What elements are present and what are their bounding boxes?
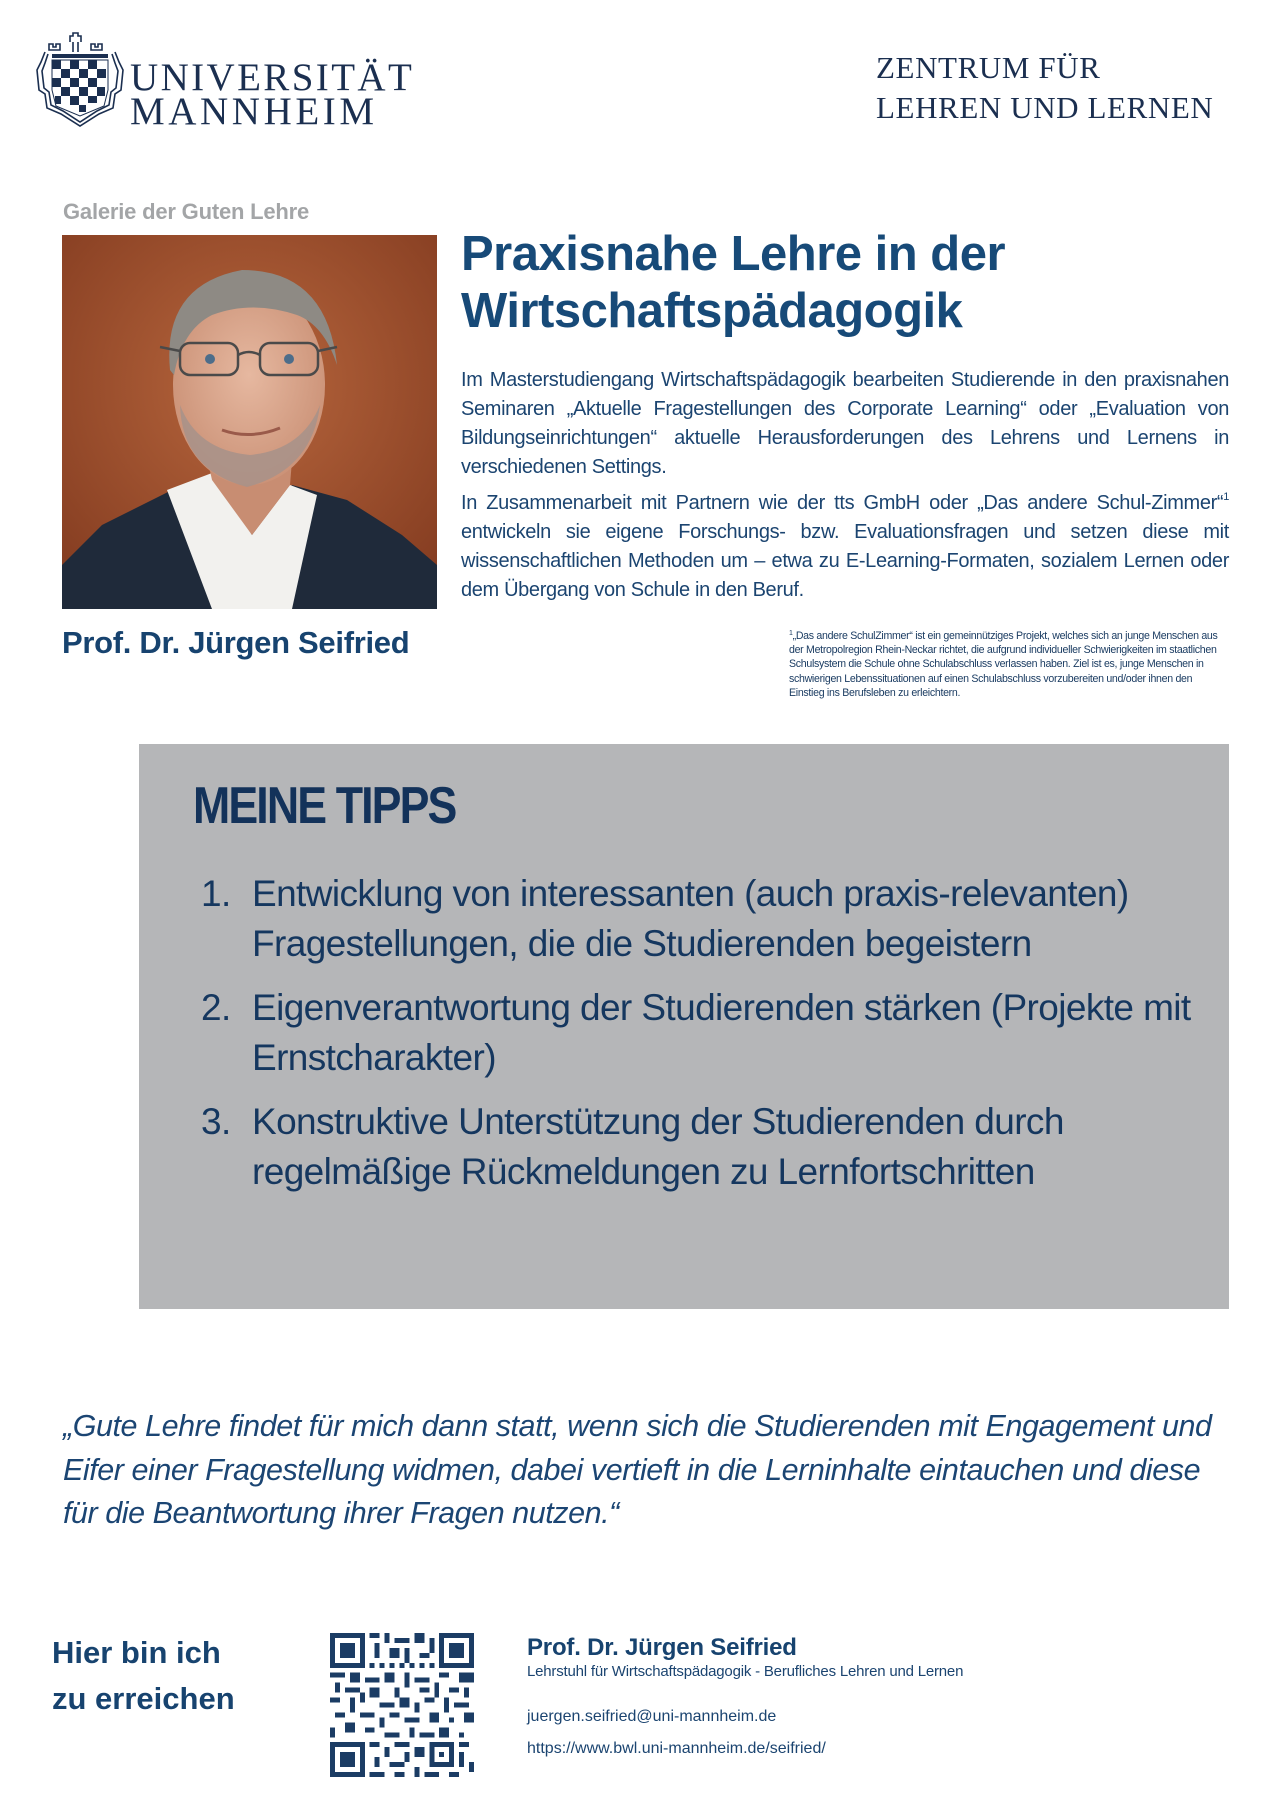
teaching-quote: „Gute Lehre findet für mich dann statt, wenn sich die Studierenden mit Engagement und Eifer einer Fragestellung widmen, dabei vertieft in die Lerninhalte eintauchen und diese für die Beantwortung ihrer Fragen nutzen.“ [63, 1409, 1212, 1530]
tip-item [201, 1097, 1201, 1197]
portrait-photo [62, 235, 437, 609]
gallery-label: Galerie der Guten Lehre [63, 199, 310, 224]
center-name [876, 48, 1213, 128]
tip-number: 1. [201, 873, 231, 914]
tip-number: 2. [201, 987, 231, 1028]
logo-text-line2: MANNHEIM [130, 90, 378, 133]
footnote [789, 629, 1229, 700]
contact-heading [52, 1630, 235, 1722]
article-title: Praxisnahe Lehre in der Wirtschaftspädagogik [461, 227, 1006, 338]
footnote-text: „Das andere SchulZimmer“ ist ein gemeinnütziges Projekt, welches sich an junge Menschen aus der Metropolregion Rhein-Neckar richtet, die aufgrund individueller Schwierigkeiten im staatlichen Schulsystem die Schule ohne Schulabschluss verlassen haben. Ziel ist es, junge Menschen in schwierigen Lebenssituationen auf einen Schulabschluss vorzubereiten und/oder ihnen den Einstieg ins Berufsleben zu erleichtern. [789, 630, 1218, 699]
footnote-reference[interactable]: 1 [1223, 491, 1229, 503]
contact-heading-line1: Hier bin ich [52, 1635, 221, 1670]
contact-website-link[interactable]: https://www.bwl.uni-mannheim.de/seifried/ [527, 1740, 826, 1757]
tips-heading: MEINE TIPPS [193, 777, 456, 835]
tips-box [139, 744, 1229, 1309]
center-name-line1: ZENTRUM FÜR [876, 50, 1101, 85]
tips-list [201, 869, 1201, 1211]
person-name: Prof. Dr. Jürgen Seifried [62, 625, 410, 660]
paragraph-2-rest: entwickeln sie eigene Forschungs- bzw. Evaluationsfragen und setzen diese mit wissenschaftlichen Methoden um – etwa zu E-Learning-Formaten, sozialem Lernen oder dem Übergang von Schule in den Beruf. [461, 521, 1229, 601]
contact-chair: Lehrstuhl für Wirtschaftspädagogik - Berufliches Lehren und Lernen [527, 1663, 964, 1680]
contact-details [527, 1634, 963, 1759]
qr-code-icon[interactable] [330, 1633, 474, 1777]
tip-item [201, 869, 1201, 969]
university-crest-icon [33, 30, 128, 128]
tip-text: Konstruktive Unterstützung der Studierenden durch regelmäßige Rückmeldungen zu Lernfortschritten [252, 1101, 1064, 1192]
logo-text-line1: UNIVERSITÄT [130, 56, 415, 99]
university-logo[interactable] [33, 30, 415, 133]
footnote-marker: 1 [789, 630, 793, 637]
center-name-line2: LEHREN UND LERNEN [876, 90, 1214, 125]
tip-number: 3. [201, 1101, 231, 1142]
contact-heading-line2: zu erreichen [52, 1681, 235, 1716]
tip-text: Eigenverantwortung der Studierenden stärken (Projekte mit Ernstcharakter) [252, 987, 1191, 1078]
tip-text: Entwicklung von interessanten (auch praxis-relevanten) Fragestellungen, die die Studierenden begeistern [252, 873, 1129, 964]
paragraph-2-start: In Zusammenarbeit mit Partnern wie der tts GmbH oder „Das andere Schul-Zimmer“ [461, 492, 1224, 514]
article-paragraph-1: Im Masterstudiengang Wirtschaftspädagogik bearbeiten Studierende in den praxisnahen Seminaren „Aktuelle Fragestellungen des Corporate Learning“ oder „Evaluation von Bildungseinrichtungen“ aktuelle Herausforderungen des Lehrens und Lernens in verschiedenen Settings. [461, 369, 1229, 478]
portrait-illustration [62, 235, 437, 609]
article-body [461, 366, 1229, 612]
article-paragraph-2 [461, 489, 1229, 605]
tip-item [201, 983, 1201, 1083]
contact-email-link[interactable]: juergen.seifried@uni-mannheim.de [527, 1708, 777, 1725]
contact-name: Prof. Dr. Jürgen Seifried [527, 1634, 797, 1661]
